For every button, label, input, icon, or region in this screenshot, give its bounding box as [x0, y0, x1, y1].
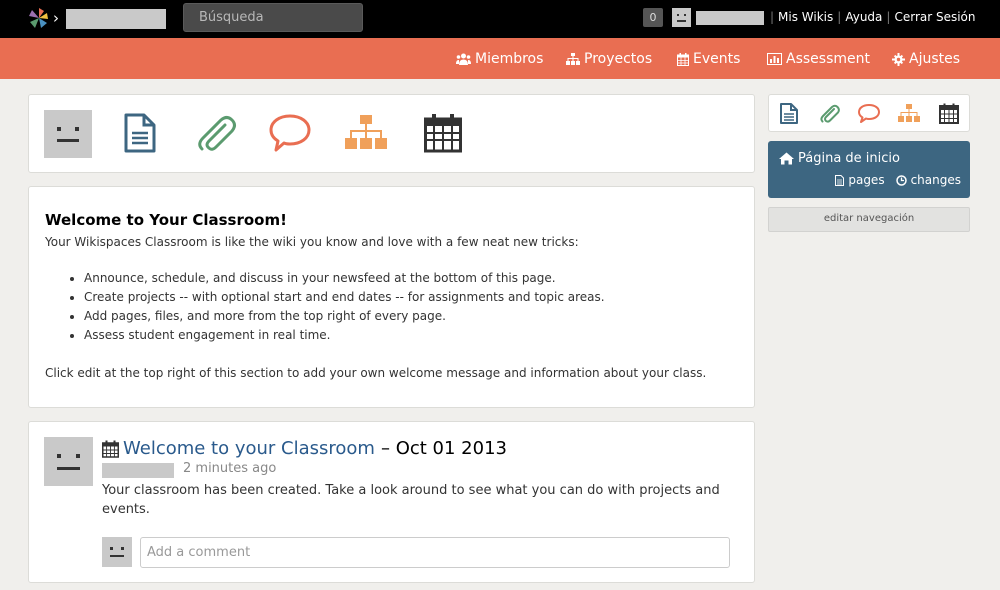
- sitemap-icon[interactable]: [345, 113, 387, 153]
- welcome-bullet: • Assess student engagement in real time.: [84, 326, 738, 345]
- welcome-outro: Click edit at the top right of this section to add your own welcome message and information about your class.: [45, 366, 707, 380]
- help-link[interactable]: Ayuda: [845, 10, 883, 24]
- clock-icon: [896, 175, 907, 186]
- event-date: – Oct 01 2013: [380, 438, 507, 459]
- home-nav-box: [768, 141, 970, 198]
- sitemap-icon[interactable]: [898, 103, 920, 124]
- chart-icon: [767, 53, 782, 65]
- my-wikis-link[interactable]: Mis Wikis: [778, 10, 834, 24]
- pages-label: pages: [848, 173, 885, 187]
- nav-item-events[interactable]: [677, 51, 740, 67]
- nav-label: Ajustes: [909, 51, 961, 67]
- author-name[interactable]: [102, 463, 174, 478]
- nav-label: Assessment: [786, 51, 870, 67]
- paperclip-icon[interactable]: [820, 103, 840, 124]
- feed-item: [28, 421, 755, 583]
- pages-link[interactable]: [835, 173, 884, 187]
- changes-label: changes: [910, 173, 961, 187]
- new-page-icon[interactable]: [124, 113, 156, 153]
- sidebar-actions: [768, 94, 970, 132]
- users-icon: [456, 53, 471, 65]
- timestamp: 2 minutes ago: [183, 461, 277, 476]
- nav-item-members[interactable]: [456, 51, 543, 67]
- avatar[interactable]: [44, 437, 93, 486]
- chevron-right-icon: ›: [53, 9, 59, 27]
- nav-label: Proyectos: [584, 51, 653, 67]
- nav-label: Events: [693, 51, 741, 67]
- user-avatar[interactable]: [672, 8, 691, 27]
- feed-message: Your classroom has been created. Take a look around to see what you can do with projects and events.: [102, 483, 720, 517]
- nav-item-assessment[interactable]: [767, 51, 870, 67]
- comment-icon[interactable]: [858, 103, 880, 124]
- calendar-icon[interactable]: [939, 103, 959, 124]
- current-user-avatar: [102, 537, 132, 567]
- nav-item-settings[interactable]: [892, 51, 960, 67]
- user-name[interactable]: [696, 11, 764, 25]
- profile-avatar[interactable]: [44, 110, 92, 158]
- event-heading: [102, 438, 507, 459]
- welcome-section: [28, 186, 755, 408]
- sitemap-icon: [566, 53, 580, 65]
- logout-link[interactable]: Cerrar Sesión: [894, 10, 976, 24]
- paperclip-icon[interactable]: [197, 113, 237, 153]
- main-nav: [0, 38, 1000, 79]
- wikispaces-logo-icon[interactable]: [28, 7, 50, 29]
- edit-navigation-button[interactable]: editar navegación: [768, 207, 970, 232]
- welcome-list: [84, 269, 738, 345]
- welcome-title: Welcome to Your Classroom!: [45, 211, 287, 229]
- welcome-bullet: • Add pages, files, and more from the top right of every page.: [84, 307, 738, 326]
- nav-label: Miembros: [475, 51, 544, 67]
- home-sublinks: [835, 173, 961, 187]
- comment-input[interactable]: Add a comment: [140, 537, 730, 568]
- gear-icon: [892, 53, 905, 66]
- event-link[interactable]: Welcome to your Classroom: [123, 438, 375, 459]
- welcome-bullet: • Announce, schedule, and discuss in your newsfeed at the bottom of this page.: [84, 269, 738, 288]
- home-link[interactable]: [779, 151, 900, 166]
- home-icon: [779, 152, 794, 165]
- nav-item-projects[interactable]: [566, 51, 652, 67]
- calendar-icon: [677, 53, 689, 66]
- wiki-name[interactable]: [66, 9, 166, 29]
- calendar-icon: [102, 440, 119, 458]
- home-label: Página de inicio: [798, 151, 900, 166]
- new-page-icon[interactable]: [780, 103, 798, 124]
- calendar-icon[interactable]: [424, 113, 462, 153]
- welcome-intro: Your Wikispaces Classroom is like the wiki you know and love with a few neat new tricks:: [45, 235, 579, 249]
- changes-link[interactable]: [896, 173, 961, 187]
- top-bar: [0, 0, 1000, 38]
- notification-badge[interactable]: 0: [643, 8, 663, 27]
- comment-icon[interactable]: [269, 113, 311, 153]
- top-links: | Mis Wikis | Ayuda | Cerrar Sesión: [770, 10, 976, 24]
- welcome-bullet: • Create projects -- with optional start and end dates -- for assignments and topic areas.: [84, 288, 738, 307]
- search-input[interactable]: Búsqueda: [183, 3, 363, 32]
- quick-actions-bar: [28, 94, 755, 173]
- page-icon: [835, 175, 844, 186]
